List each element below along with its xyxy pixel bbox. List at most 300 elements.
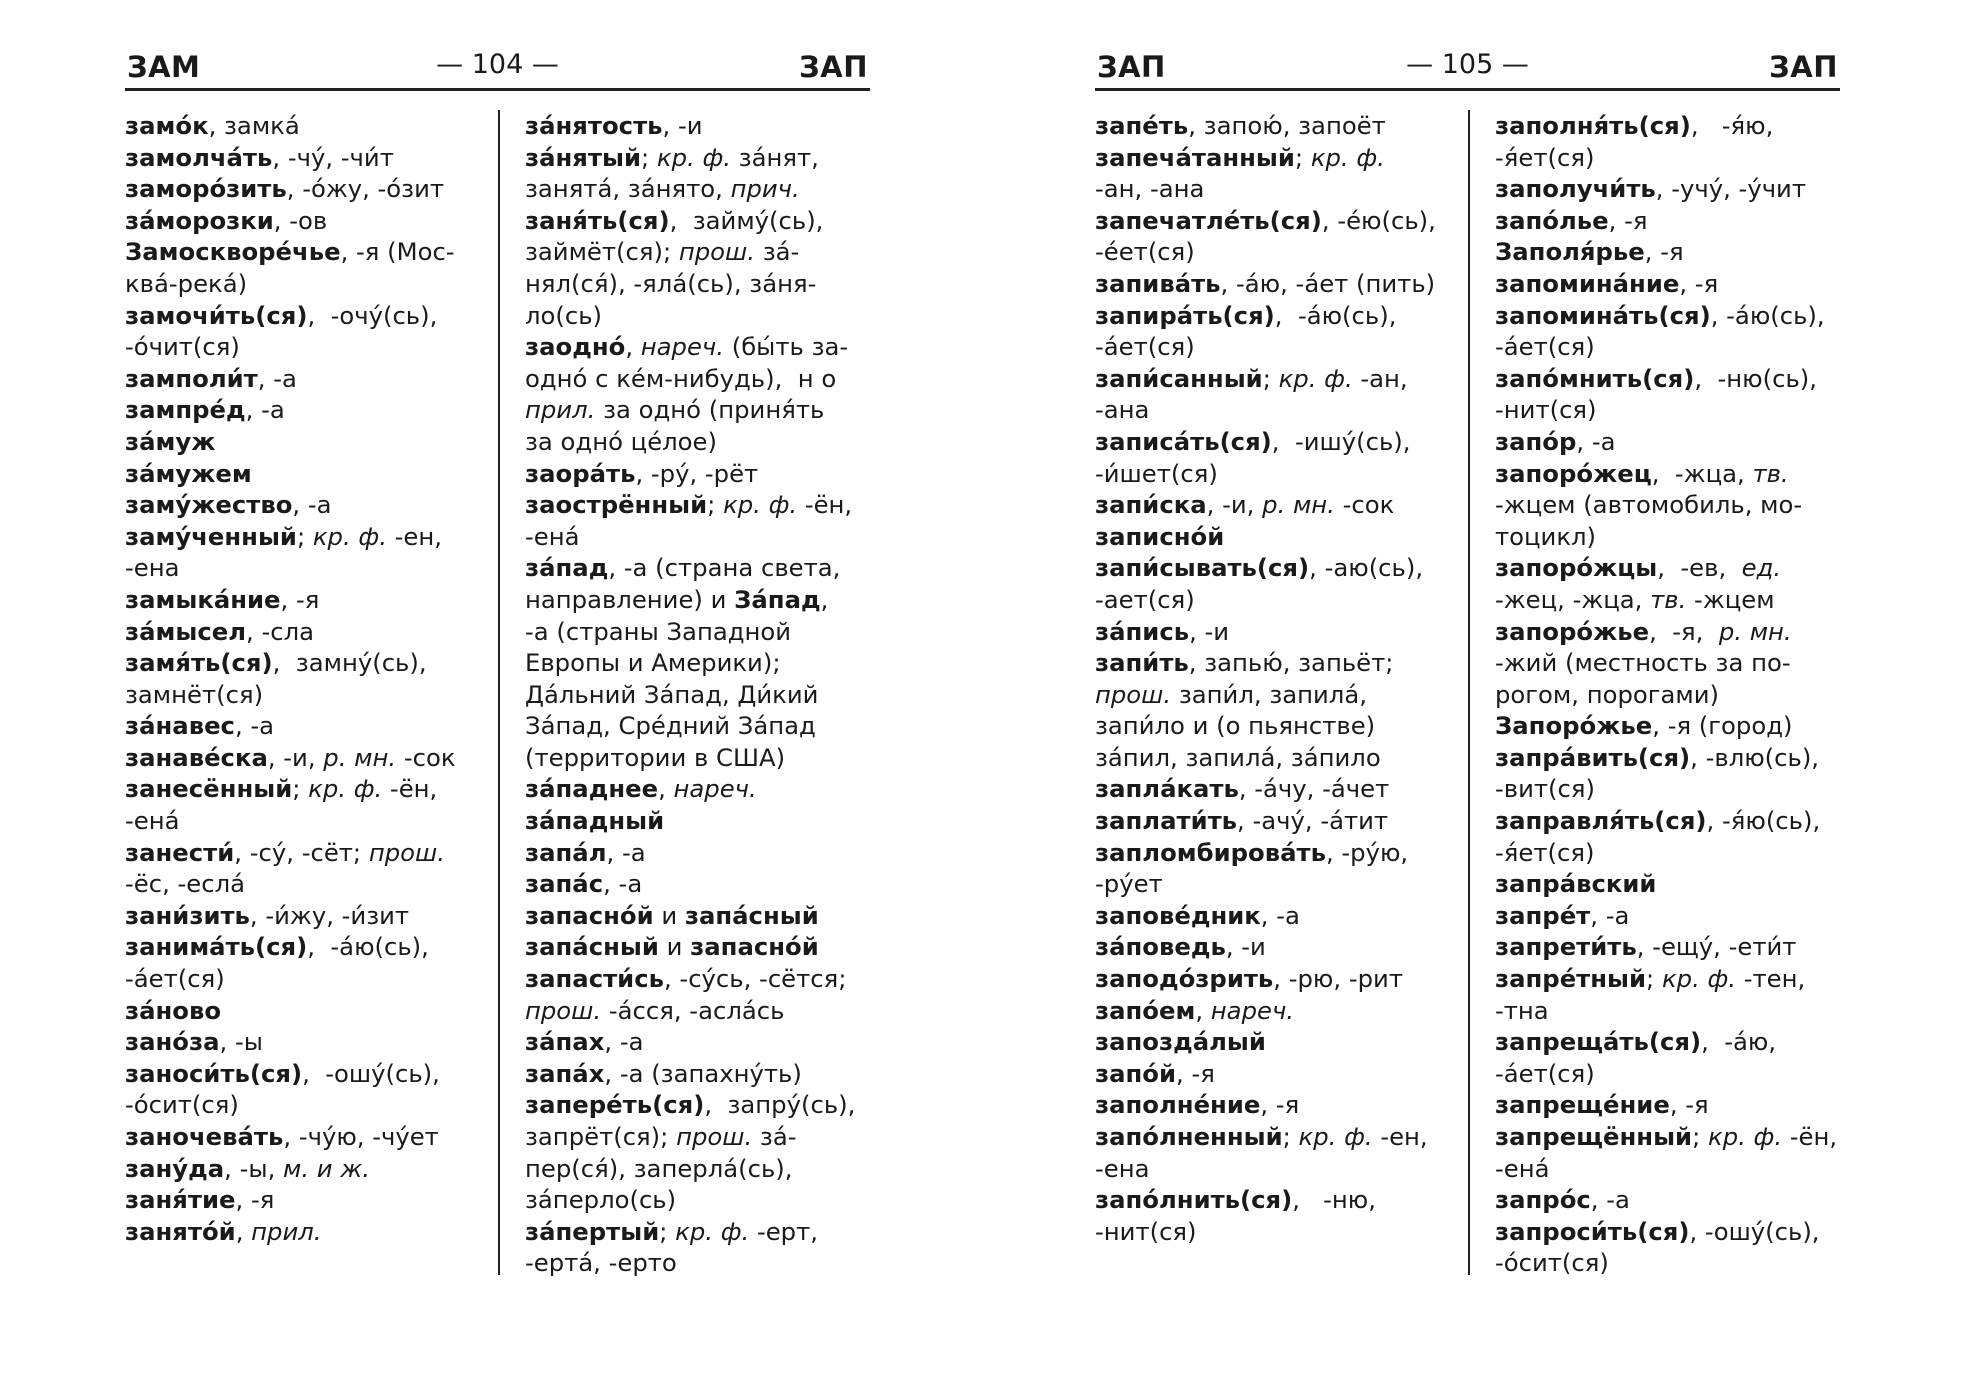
dictionary-line	[1095, 363, 1465, 395]
dictionary-line	[1495, 552, 1865, 584]
dictionary-line	[1495, 1121, 1865, 1153]
entry-text: , -учу́, -у́чит	[1655, 174, 1806, 204]
dictionary-line	[525, 584, 895, 616]
entry-text: за́-	[755, 237, 800, 267]
entry-text: -ерт,	[749, 1216, 818, 1246]
headword: запра́вский	[1495, 869, 1657, 899]
dictionary-line	[1095, 110, 1465, 142]
dictionary-line	[125, 173, 495, 205]
headword: запа́л	[525, 837, 607, 867]
headword: заночева́ть	[125, 1122, 284, 1151]
grammar-label: кр. ф.	[1278, 363, 1353, 393]
dictionary-line	[1095, 1026, 1465, 1058]
grammar-label: кр. ф.	[312, 521, 387, 551]
entry-text: ;	[1692, 1122, 1709, 1151]
headword: запла́кать	[1095, 774, 1239, 804]
headword: запива́ть	[1095, 268, 1221, 298]
page-number: — 105 —	[1406, 49, 1529, 80]
entry-text: За́пад, Сре́дний За́пад	[525, 711, 816, 741]
running-head	[125, 48, 870, 91]
dictionary-line	[525, 236, 895, 268]
entry-text: ,	[658, 774, 674, 804]
entry-text: ,	[235, 1216, 252, 1246]
entry-text: -а́ет(ся)	[1495, 332, 1595, 362]
headword: за́ново	[125, 995, 222, 1025]
headword: зану́да	[125, 1153, 225, 1183]
dictionary-line	[525, 489, 895, 521]
dictionary-line	[1095, 521, 1465, 553]
dictionary-line	[125, 458, 495, 490]
entry-text: -ру́ет	[1095, 869, 1163, 899]
entry-text: занята́, за́нято,	[525, 174, 731, 204]
guide-word-left: ЗАМ	[127, 50, 201, 84]
dictionary-line	[525, 679, 895, 711]
entry-text: -а́сся, -асла́сь	[601, 995, 785, 1025]
headword: запре́тный	[1495, 964, 1647, 994]
entry-text: Европы и Америки);	[525, 648, 781, 678]
dictionary-line	[1095, 1216, 1465, 1248]
dictionary-line	[1095, 489, 1465, 521]
entry-text: -ает(ся)	[1095, 584, 1195, 614]
dictionary-line	[1495, 710, 1865, 742]
entry-text: пер(ся́), заперла́(сь),	[525, 1153, 793, 1183]
headword: запоро́жец	[1495, 458, 1652, 488]
dictionary-line	[1095, 868, 1465, 900]
dictionary-line	[525, 173, 895, 205]
entry-text: , -сла	[246, 616, 315, 646]
entry-text: -е́ет(ся)	[1095, 237, 1195, 267]
headword: запи́санный	[1095, 363, 1263, 393]
entry-text: направление) и	[525, 584, 735, 614]
entry-text: , -и	[1225, 932, 1266, 962]
dictionary-line	[1095, 616, 1465, 648]
dictionary-line	[1495, 458, 1865, 490]
headword: запа́с	[525, 869, 604, 899]
dictionary-line	[1495, 868, 1865, 900]
headword: за́пись	[1095, 616, 1190, 646]
grammar-label: прил.	[525, 395, 596, 425]
headword: заострённый	[525, 490, 708, 520]
dictionary-line	[525, 900, 895, 932]
entry-text: ,	[625, 332, 641, 362]
headword: запи́сывать(ся)	[1095, 553, 1310, 583]
headword: за́мысел	[125, 616, 247, 646]
entry-text: -ена́	[525, 521, 580, 551]
headword: заму́ченный	[125, 521, 297, 551]
entry-text: , -а	[1590, 1185, 1630, 1215]
entry-text: , -жца,	[1651, 458, 1753, 488]
dictionary-line	[1095, 268, 1465, 300]
dictionary-line	[1495, 268, 1865, 300]
entry-text: , -а	[604, 1027, 644, 1057]
headword: запо́лненный	[1095, 1122, 1283, 1151]
grammar-label: тв.	[1752, 458, 1789, 488]
headword: запеча́танный	[1095, 142, 1295, 172]
columns	[125, 110, 870, 1310]
entry-text: за одно́ (приня́ть	[595, 395, 825, 425]
headword: заму́жество	[125, 490, 293, 520]
dictionary-line	[1095, 647, 1465, 679]
entry-text: -ен,	[1372, 1122, 1428, 1151]
dictionary-line	[1095, 300, 1465, 332]
entry-text: -жец, -жца,	[1495, 584, 1651, 614]
grammar-label: нареч.	[1210, 995, 1295, 1025]
dictionary-line	[1095, 584, 1465, 616]
entry-text: нял(ся́), -яла́(сь), за́ня-	[525, 268, 817, 298]
headword: запе́ть	[1095, 111, 1189, 140]
dictionary-line	[125, 426, 495, 458]
dictionary-line	[1495, 236, 1865, 268]
dictionary-line	[1095, 742, 1465, 774]
dictionary-line	[1495, 647, 1865, 679]
dictionary-line	[125, 1058, 495, 1090]
headword: запломбирова́ть	[1095, 837, 1326, 867]
entry-text: тоцикл)	[1495, 521, 1597, 551]
headword: запрети́ть	[1495, 932, 1637, 962]
dictionary-line	[125, 331, 495, 363]
entry-text: -ан,	[1352, 363, 1408, 393]
entry-text: ;	[296, 521, 313, 551]
dictionary-line	[125, 963, 495, 995]
entry-text: , -ню,	[1292, 1185, 1376, 1215]
left-page	[125, 48, 870, 1308]
grammar-label: кр. ф.	[723, 490, 798, 520]
entry-text: , -а́ю, -а́ет (пить)	[1220, 268, 1436, 298]
entry-text: , -ы	[219, 1027, 263, 1057]
headword: заполучи́ть	[1495, 174, 1656, 204]
grammar-label: р. мн.	[1718, 616, 1792, 646]
dictionary-line	[525, 963, 895, 995]
dictionary-line	[1495, 1153, 1865, 1185]
dictionary-line	[1495, 142, 1865, 174]
dictionary-line	[1095, 458, 1465, 490]
entry-text: ;	[640, 142, 657, 172]
entry-text: , запру́(сь),	[704, 1090, 856, 1120]
dictionary-line	[125, 552, 495, 584]
dictionary-line	[1095, 205, 1465, 237]
entry-text: , -а	[1260, 900, 1300, 930]
dictionary-line	[525, 110, 895, 142]
entry-text: ;	[1294, 142, 1311, 172]
dictionary-line	[1495, 900, 1865, 932]
headword: за́морозки	[125, 205, 274, 235]
dictionary-line	[525, 363, 895, 395]
entry-text: запи́ло и (о пьянстве)	[1095, 711, 1376, 741]
headword: замыка́ние	[125, 584, 281, 614]
entry-text: рогом, порогами)	[1495, 679, 1719, 709]
entry-text: , -а	[292, 490, 332, 520]
dictionary-line	[125, 679, 495, 711]
entry-text: -сок	[396, 742, 456, 772]
headword: запасти́сь	[525, 964, 664, 994]
entry-text: , -ошу́(сь),	[1689, 1216, 1820, 1246]
entry-text: -тен,	[1736, 964, 1806, 994]
dictionary-line	[525, 1026, 895, 1058]
entry-text: , -а́ю(сь),	[1274, 300, 1397, 330]
dictionary-line	[525, 837, 895, 869]
grammar-label: нареч.	[673, 774, 757, 804]
dictionary-line	[525, 142, 895, 174]
headword: за́мужем	[125, 458, 252, 488]
entry-text: , замка́	[208, 111, 300, 140]
dictionary-line	[1095, 931, 1465, 963]
dictionary-line	[125, 205, 495, 237]
grammar-label: р. мн.	[1262, 490, 1335, 520]
entry-text: -а́ет(ся)	[125, 964, 225, 994]
headword: запра́вить(ся)	[1495, 742, 1691, 772]
grammar-label: кр. ф.	[308, 774, 383, 804]
entry-text: , -а́ю(сь),	[1710, 300, 1825, 330]
entry-text: -а (страны Западной	[525, 616, 792, 646]
dictionary-line	[125, 647, 495, 679]
entry-text: , -а	[257, 363, 297, 393]
entry-text: , -а (страна света,	[608, 553, 841, 583]
headword: запо́мнить(ся)	[1495, 363, 1695, 393]
dictionary-line	[125, 236, 495, 268]
dictionary-line	[525, 995, 895, 1027]
dictionary-line	[125, 1153, 495, 1185]
headword: за́нятый	[525, 142, 641, 172]
dictionary-line	[125, 616, 495, 648]
entry-text: , -и,	[1206, 490, 1263, 520]
dictionary-line	[525, 426, 895, 458]
dictionary-line	[125, 805, 495, 837]
entry-text: (территории в США)	[525, 742, 786, 772]
headword: заморо́зить	[125, 174, 287, 204]
entry-text: -нит(ся)	[1095, 1216, 1197, 1246]
dictionary-line	[525, 1058, 895, 1090]
headword: запечатле́ть(ся)	[1095, 205, 1322, 235]
dictionary-line	[525, 1216, 895, 1248]
entry-text: -я́ет(ся)	[1495, 837, 1595, 867]
dictionary-line	[125, 710, 495, 742]
entry-text: , -ещу́, -ети́т	[1636, 932, 1797, 962]
entry-text: , -и	[1189, 616, 1230, 646]
guide-word-right: ЗАП	[799, 50, 868, 84]
grammar-label: тв.	[1650, 584, 1687, 614]
headword: заора́ть	[525, 458, 636, 488]
headword: замолча́ть	[125, 142, 273, 172]
headword: заня́тие	[125, 1185, 236, 1215]
entry-text: , -я,	[1649, 616, 1719, 646]
dictionary-line	[125, 868, 495, 900]
entry-text: , -влю(сь),	[1690, 742, 1820, 772]
headword: за́навес	[125, 711, 235, 741]
grammar-label: кр. ф.	[1298, 1122, 1373, 1151]
dictionary-line	[125, 363, 495, 395]
headword: запере́ть(ся)	[525, 1090, 705, 1120]
dictionary-line	[1095, 142, 1465, 174]
dictionary-line	[1095, 1089, 1465, 1121]
grammar-label: кр. ф.	[1708, 1122, 1783, 1151]
dictionary-line	[125, 584, 495, 616]
entry-text: -ён,	[797, 490, 853, 520]
entry-text: -а́ет(ся)	[1495, 1058, 1595, 1088]
dictionary-line	[525, 1121, 895, 1153]
dictionary-line	[525, 394, 895, 426]
entry-text: -ёс, -есла́	[125, 869, 246, 899]
headword: записно́й	[1095, 521, 1225, 551]
dictionary-line	[1095, 773, 1465, 805]
headword: запо́лнить(ся)	[1095, 1185, 1293, 1215]
dictionary-line	[125, 300, 495, 332]
entry-text: , -а	[603, 869, 643, 899]
entry-text: -ена	[1095, 1153, 1150, 1183]
entry-text: -ена́	[1495, 1153, 1550, 1183]
dictionary-line	[1095, 1121, 1465, 1153]
entry-text: , -я	[1176, 1058, 1215, 1088]
headword: занаве́ска	[125, 742, 268, 772]
headword: за́поведь	[1095, 932, 1226, 962]
dictionary-line	[1095, 1153, 1465, 1185]
headword: запо́лье	[1495, 205, 1609, 235]
entry-text: , -су́, -сёт;	[234, 837, 369, 867]
headword: запре́т	[1495, 900, 1591, 930]
dictionary-line	[1095, 963, 1465, 995]
entry-text: , -я (Мос-	[340, 237, 455, 267]
headword: за́муж	[125, 426, 216, 456]
headword: заплати́ть	[1095, 806, 1238, 836]
grammar-label: прил.	[251, 1216, 322, 1246]
dictionary-line	[1495, 1058, 1865, 1090]
dictionary-line	[1095, 679, 1465, 711]
dictionary-line	[125, 837, 495, 869]
headword: за́падный	[525, 806, 665, 836]
headword: замя́ть(ся)	[125, 648, 273, 678]
entry-text: , -и́жу, -и́зит	[249, 900, 410, 930]
grammar-label: ед.	[1741, 553, 1782, 583]
dictionary-line	[1095, 995, 1465, 1027]
dictionary-line	[525, 300, 895, 332]
dictionary-line	[1095, 805, 1465, 837]
entry-text: -ён,	[382, 774, 438, 804]
dictionary-line	[1495, 1026, 1865, 1058]
headword: Замоскворе́чье	[125, 237, 341, 267]
dictionary-line	[1495, 394, 1865, 426]
entry-text: ло(сь)	[525, 300, 603, 330]
entry-text: -нит(ся)	[1495, 395, 1597, 425]
headword: записа́ть(ся)	[1095, 426, 1272, 456]
entry-text: и	[653, 900, 685, 930]
headword: занима́ть(ся)	[125, 932, 308, 962]
column-divider	[1468, 110, 1470, 1275]
grammar-label: прош.	[1095, 679, 1172, 709]
dictionary-line	[525, 868, 895, 900]
entry-text: ,	[1195, 995, 1211, 1025]
headword: заполня́ть(ся)	[1495, 111, 1691, 140]
entry-text: , -о́жу, -о́зит	[286, 174, 445, 204]
dictionary-line	[125, 110, 495, 142]
headword: за́пад	[525, 553, 609, 583]
headword: запа́х	[525, 1058, 605, 1088]
headword: запи́ска	[1095, 490, 1207, 520]
entry-text: ;	[707, 490, 724, 520]
entry-text: -сок	[1334, 490, 1395, 520]
headword: зани́зить	[125, 900, 250, 930]
dictionary-line	[1095, 900, 1465, 932]
dictionary-line	[125, 995, 495, 1027]
headword: заправля́ть(ся)	[1495, 806, 1707, 836]
dictionary-line	[1095, 837, 1465, 869]
headword: за́паднее	[525, 774, 659, 804]
entry-text: , -чу́, -чи́т	[272, 142, 394, 172]
dictionary-line	[1095, 331, 1465, 363]
entry-text: , -я	[1679, 268, 1719, 298]
dictionary-line	[525, 805, 895, 837]
entry-text: -ена	[125, 553, 180, 583]
headword: занести́	[125, 837, 235, 867]
headword: заноси́ть(ся)	[125, 1058, 303, 1088]
entry-text: -ерта́, -ерто	[525, 1248, 677, 1278]
entry-text: , -ру́, -рёт	[635, 458, 759, 488]
entry-text: Да́льний За́пад, Ди́кий	[525, 679, 819, 709]
dictionary-line	[1495, 363, 1865, 395]
entry-text: , -а́чу, -а́чет	[1238, 774, 1390, 804]
entry-text: -и́шет(ся)	[1095, 458, 1218, 488]
entry-text: займёт(ся);	[525, 237, 679, 267]
headword: занесённый	[125, 774, 293, 804]
entry-text: за́нят,	[730, 142, 819, 172]
dictionary-line	[525, 552, 895, 584]
entry-text: -я́ет(ся)	[1495, 142, 1595, 172]
entry-text: -о́сит(ся)	[1495, 1248, 1609, 1278]
entry-text: , -ру́ю,	[1325, 837, 1409, 867]
entry-text: , -я	[1644, 237, 1684, 267]
dictionary-line	[525, 710, 895, 742]
entry-text: -о́чит(ся)	[125, 332, 240, 362]
grammar-label: прош.	[525, 995, 602, 1025]
page-number: — 104 —	[436, 49, 559, 80]
entry-text: , запью́, запьёт;	[1188, 648, 1394, 678]
entry-text: замнёт(ся)	[125, 679, 264, 709]
entry-text: (бы́ть за-	[724, 332, 849, 362]
dictionary-line	[1095, 1184, 1465, 1216]
entry-text: , -су́сь, -сётся;	[663, 964, 847, 994]
dictionary-line	[125, 1121, 495, 1153]
grammar-label: кр. ф.	[656, 142, 731, 172]
grammar-label: прош.	[676, 1122, 753, 1151]
entry-text: , -я	[235, 1185, 275, 1215]
entry-text: , займу́(сь),	[669, 205, 824, 235]
entry-text: , -а́ю,	[1701, 1027, 1777, 1057]
headword: запомина́ть(ся)	[1495, 300, 1711, 330]
headword: За́пад	[734, 584, 821, 614]
dictionary-line	[125, 900, 495, 932]
entry-text: -ён,	[1782, 1122, 1838, 1151]
dictionary-line	[125, 394, 495, 426]
entry-text: за́перло(сь)	[525, 1185, 677, 1215]
dictionary-line	[1495, 584, 1865, 616]
column-1	[1095, 110, 1465, 1247]
dictionary-line	[125, 1184, 495, 1216]
entry-text: , -рю, -рит	[1273, 964, 1403, 994]
grammar-label: кр. ф.	[1661, 964, 1737, 994]
entry-text: , замну́(сь),	[272, 648, 427, 678]
entry-text: , -я	[1608, 205, 1648, 235]
dictionary-line	[1095, 394, 1465, 426]
dictionary-line	[525, 616, 895, 648]
entry-text: , -а́ю(сь),	[307, 932, 429, 962]
entry-text: , -я́ю,	[1690, 111, 1774, 140]
dictionary-line	[1495, 995, 1865, 1027]
entry-text: -ен,	[386, 521, 442, 551]
dictionary-line	[125, 1089, 495, 1121]
headword: запроси́ть(ся)	[1495, 1216, 1690, 1246]
headword: запро́с	[1495, 1185, 1591, 1215]
dictionary-line	[125, 1216, 495, 1248]
guide-word-left: ЗАП	[1097, 50, 1166, 84]
entry-text: , -ов	[273, 205, 328, 235]
